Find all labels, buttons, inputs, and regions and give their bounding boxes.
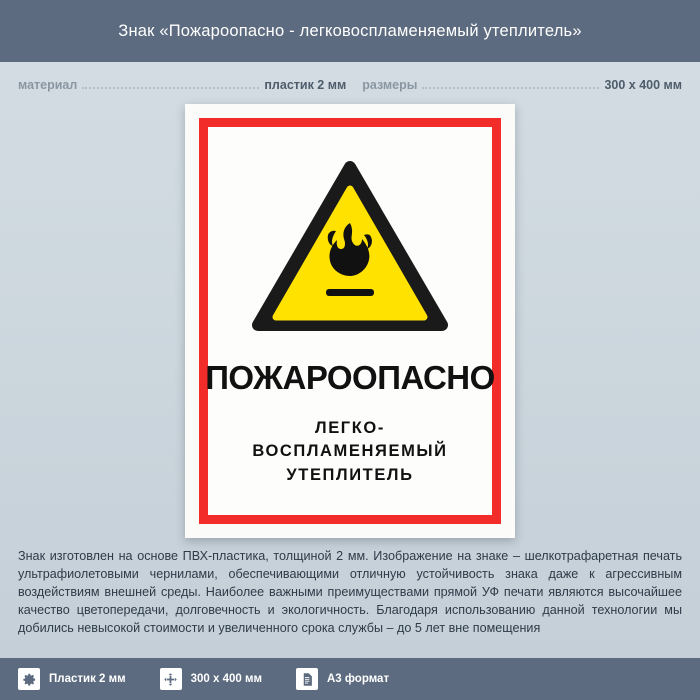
footer-label-material: Пластик 2 мм xyxy=(49,673,126,685)
size-value: 300 x 400 мм xyxy=(604,78,683,92)
page-title: Знак «Пожароопасно - легковоспламеняемый утеплитель» xyxy=(118,21,582,40)
footer-label-format: A3 формат xyxy=(327,673,390,685)
document-icon xyxy=(296,668,318,690)
footer-item-format xyxy=(296,668,389,690)
material-label: материал xyxy=(18,78,78,92)
footer-label-size: 300 x 400 мм xyxy=(190,673,262,685)
page-footer xyxy=(0,658,700,700)
material-value: пластик 2 мм xyxy=(264,78,347,92)
footer-item-material xyxy=(18,668,126,690)
page-header xyxy=(0,0,700,62)
sign-main-text: ПОЖАРООПАСНО xyxy=(205,359,495,396)
sign-sub-text xyxy=(252,417,447,487)
size-label: размеры xyxy=(362,78,418,92)
gear-icon xyxy=(18,668,40,690)
dots-leader xyxy=(422,83,599,89)
resize-arrows-icon xyxy=(160,668,182,690)
flame-warning-triangle-icon xyxy=(252,161,448,333)
sign-sub-line-3: УТЕПЛИТЕЛЬ xyxy=(286,465,414,484)
sign-sub-line-1: ЛЕГКО- xyxy=(315,419,385,437)
spec-line xyxy=(18,78,682,92)
product-description: Знак изготовлен на основе ПВХ-пластика, толщиной 2 мм. Изображение на знаке – шелкотрафаретная печать ультрафиолетовыми чернилами, обеспечивающими отличную устойчивость знака даже к агрессивным воздействиям внешней среды. Наиболее важными преимуществами прямой УФ печати являются высочайшее качество цветопередачи, долговечность и экологичность. Благодаря использованию данной технологии мы добились невысокой стоимости и увеличенного срока службы – до 5 лет вне помещения xyxy=(18,549,682,635)
sign-sub-line-2: ВОСПЛАМЕНЯЕМЫЙ xyxy=(252,442,448,461)
sign-preview-card xyxy=(185,104,515,538)
dots-leader xyxy=(82,83,259,89)
sign-face xyxy=(199,118,501,524)
footer-item-size xyxy=(160,668,262,690)
